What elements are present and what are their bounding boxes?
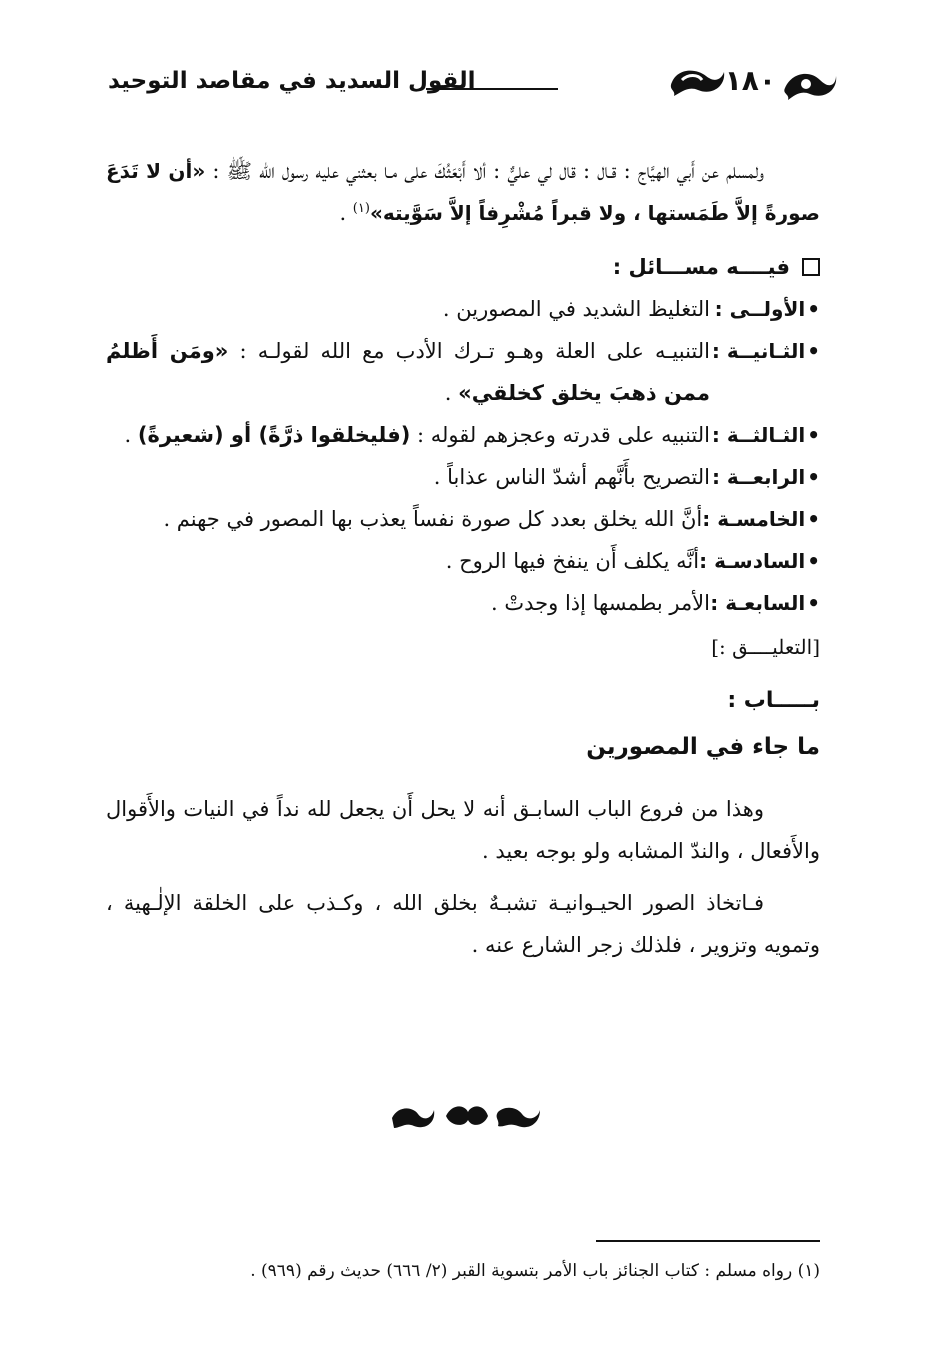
commentary-paragraph: وهذا من فروع الباب السابـق أنه لا يحل أَن يجعل لله نداً في النيات والأَقوال والأَفعال ، والندّ المشابه ولو بوجه بعيد . [106,797,820,863]
list-item: • الرابعــة : التصريح بأَنَّهم أشدّ الناس عذاباً . [106,456,820,498]
list-item: • السابعـة : الأمر بطمسها إذا وجدتْ . [106,582,820,624]
ornament-icon [668,64,728,104]
masail-heading: فيــــه مســـائل : [106,246,820,288]
commentary-label: [التعليــــق :] [711,635,820,659]
commentary-paragraph: فـاتخاذ الصور الحيـوانيـة تشبـهٌ بخلق الله ، وكـذب على الخلقة الإلٰـهية ، وتمويه وتزوير ، فلذلك زجر الشارع عنه . [106,891,820,957]
chapter-title: ما جاء في المصورين [586,734,820,760]
section-divider-icon [388,1098,544,1134]
intro-paragraph: ولمسلم عن أَبي الهيَّاج : قـال : قال لي عليٌّ : ألا أَبْعَثُكَ على مـا بعثني عليه رسول الله ﷺ : «أن لا تَدَعَ صورةً إلاَّ طَمَستها ، ولا قبراً مُشْرِفاً إلاَّ سَوَّيته»$^{(١)}$ . [106,159,820,225]
page-header [108,58,828,118]
page-number: ١٨٠ [724,64,776,97]
list-item: • الثـانيــة : التنبيـه على العلة وهـو تـرك الأدب مع الله لقولـه : «ومَن أَظلمُ ممن ذهبَ يخلق كخلقي» . [106,330,820,414]
footnote-rule [596,1240,820,1242]
hadith-quote: «أن لا تَدَعَ صورةً إلاَّ طَمَستها ، ولا قبراً مُشْرِفاً إلاَّ سَوَّيته» [106,159,820,225]
footnote: (١) رواه مسلم : كتاب الجنائز باب الأمر بتسوية القبر (٢/ ٦٦٦) حديث رقم (٩٦٩) . [250,1261,820,1281]
list-item: • الثـالثــة : التنبيه على قدرته وعجزهم لقوله : (فليخلقوا ذرَّةً) أو (شعيرةً) . [106,414,820,456]
ornament-icon [780,66,840,106]
chapter-label: بـــــاب : [727,688,820,713]
list-item: • الأولــى : التغليظ الشديد في المصورين . [106,288,820,330]
list-item: • السادسـة : أنَّه يكلف أَن ينفخ فيها الروح . [106,540,820,582]
square-bullet-icon [802,258,820,276]
book-title: القول السديد في مقاصد التوحيد [108,68,476,94]
page-content [106,150,820,966]
footnote-ref: (١) [352,201,370,216]
list-item: • الخامسـة : أنَّ الله يخلق بعدد كل صورة نفساً يعذب بها المصور في جهنم . [106,498,820,540]
